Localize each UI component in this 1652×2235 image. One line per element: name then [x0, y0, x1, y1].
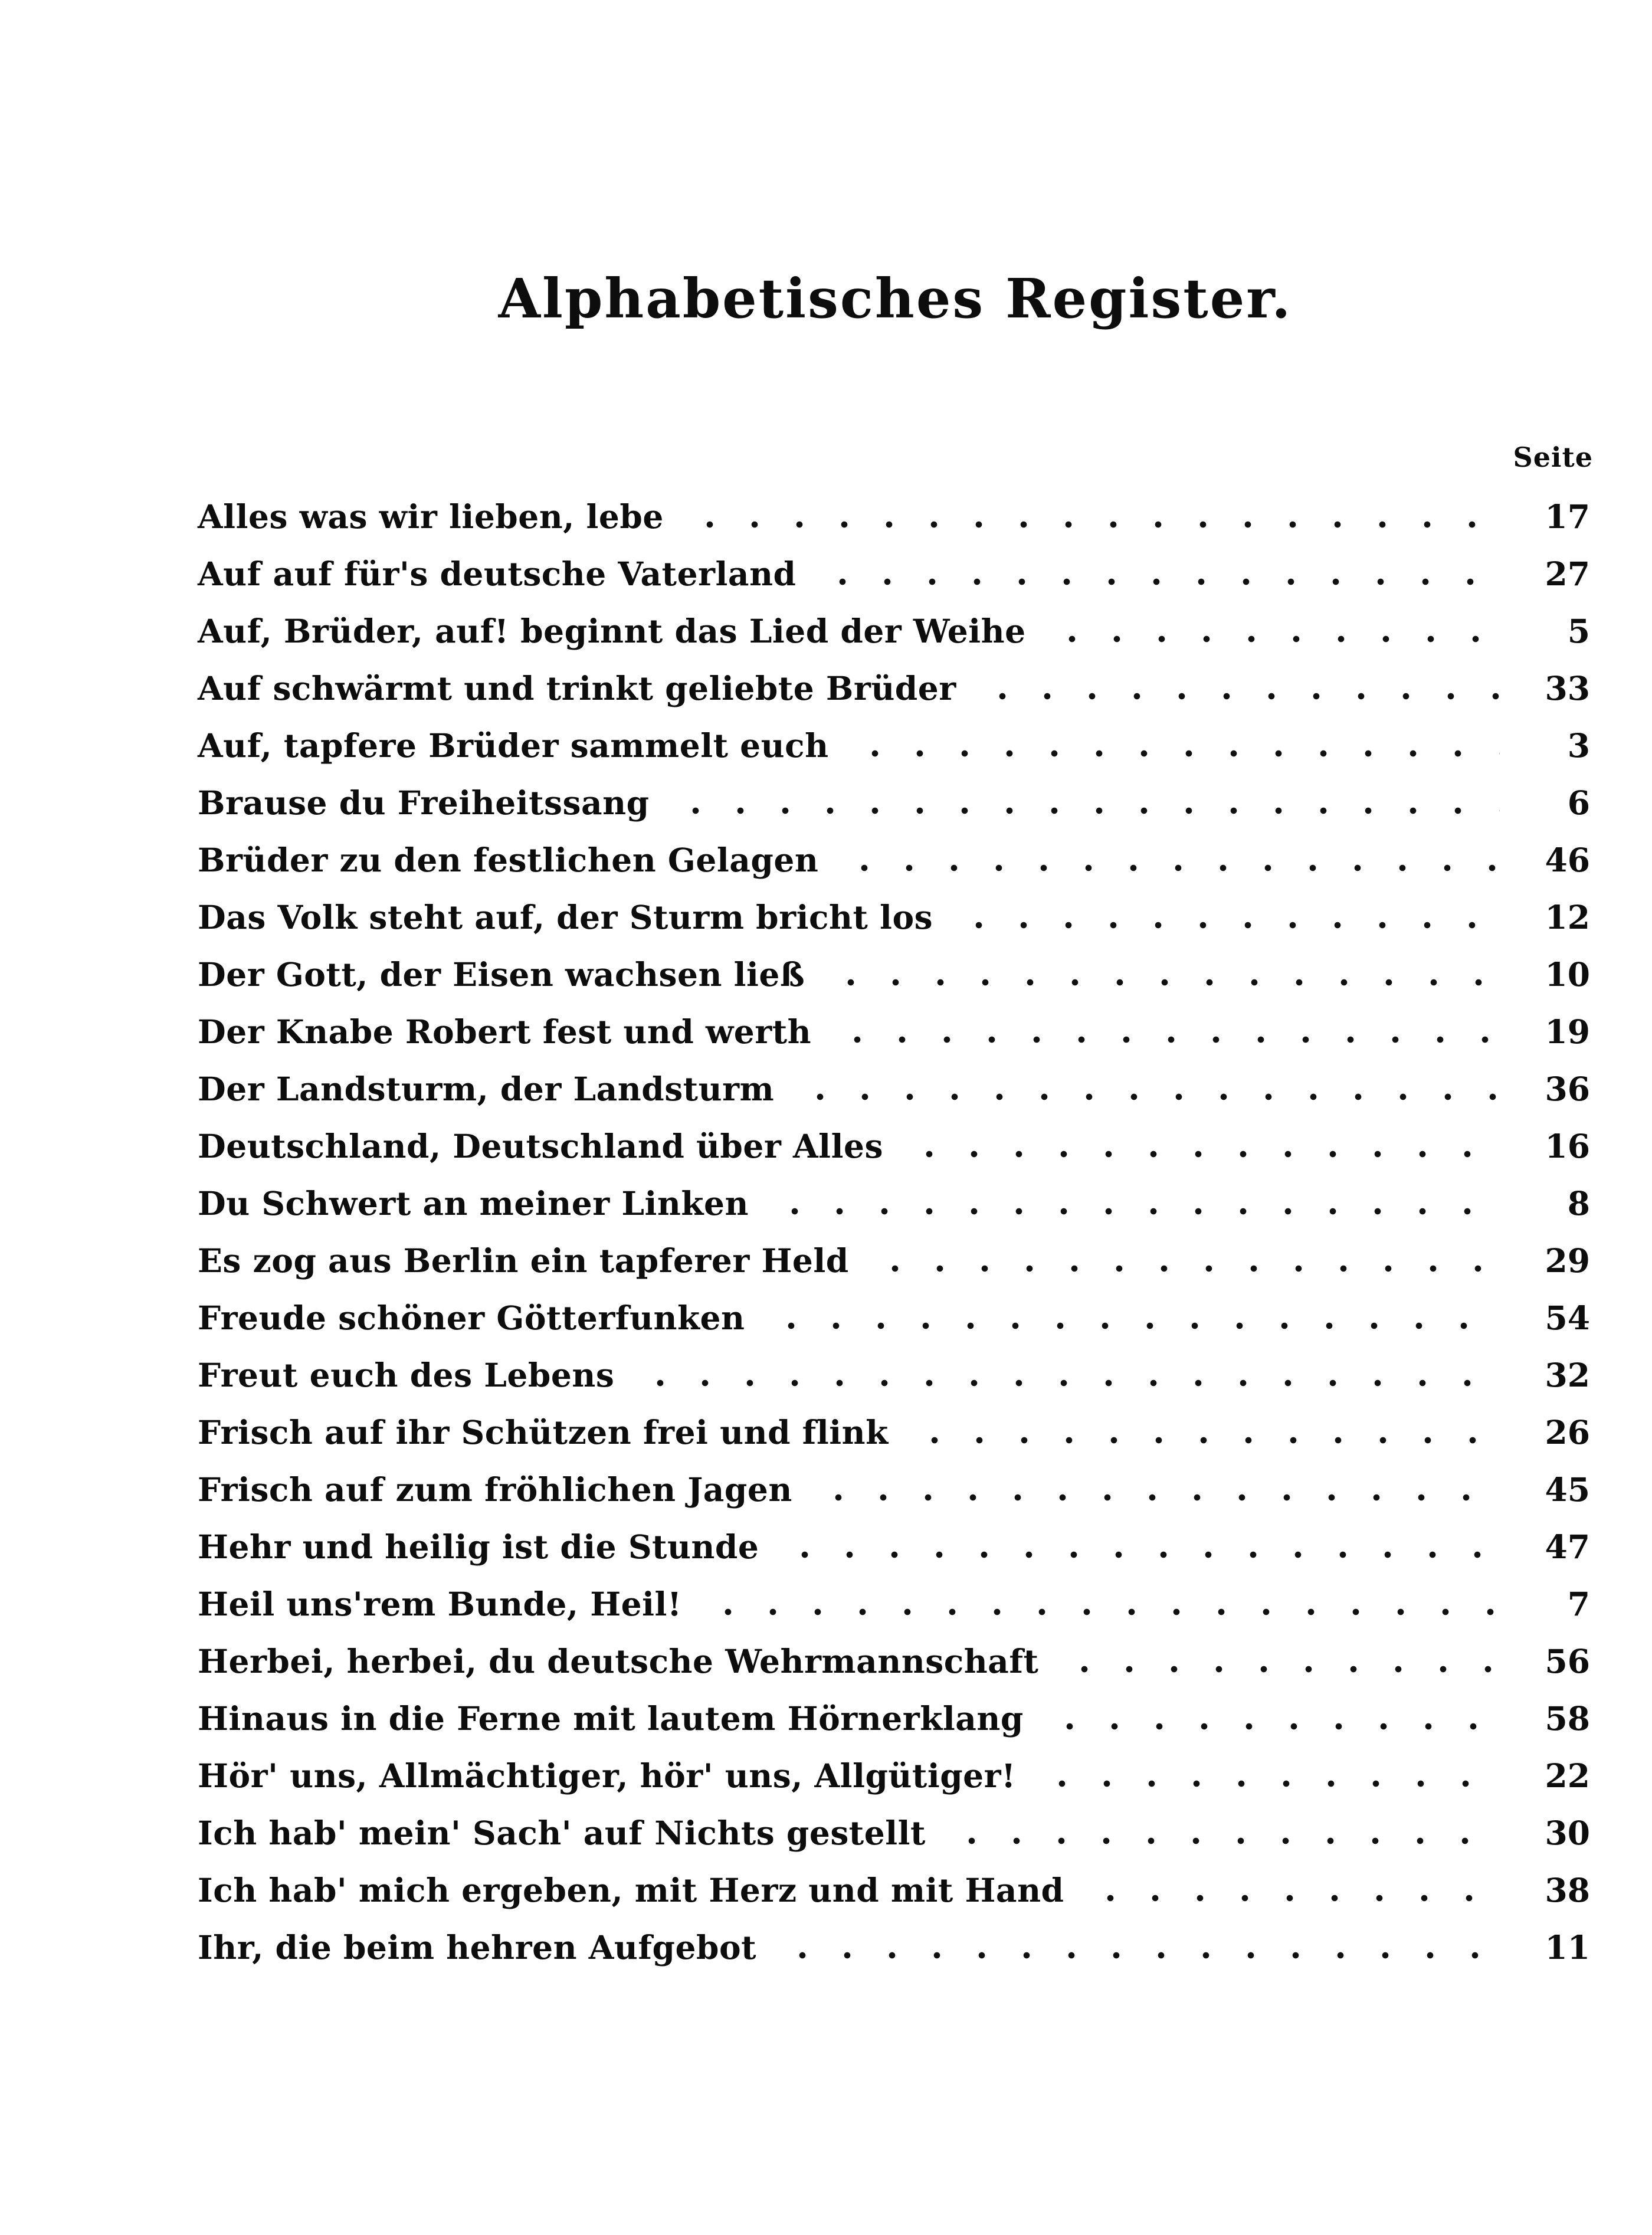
- register-entry: [198, 1633, 1590, 1690]
- register-entry: [198, 1518, 1590, 1575]
- entry-page-number: 7: [1567, 1585, 1590, 1623]
- entry-title: Frisch auf ihr Schützen frei und flink: [198, 1413, 889, 1451]
- register-list: [198, 488, 1590, 1976]
- dot-leader: [1047, 1723, 1500, 1730]
- register-entry: [198, 1289, 1590, 1346]
- page-title: Alphabetisches Register.: [498, 267, 1293, 330]
- entry-page-number: 5: [1567, 612, 1590, 650]
- dot-leader: [820, 578, 1500, 585]
- register-entry: [198, 1232, 1590, 1289]
- entry-page-number: 26: [1545, 1413, 1590, 1451]
- entry-page-number: 46: [1545, 841, 1590, 879]
- dot-leader: [873, 1265, 1500, 1272]
- register-entry: [198, 660, 1590, 717]
- entry-page-number: 6: [1567, 784, 1590, 822]
- register-entry: [198, 1175, 1590, 1232]
- dot-leader: [835, 1036, 1500, 1043]
- dot-leader: [780, 1952, 1500, 1959]
- entry-page-number: 30: [1545, 1814, 1590, 1852]
- dot-leader: [782, 1551, 1500, 1558]
- entry-page-number: 47: [1545, 1528, 1590, 1566]
- column-header-seite: Seite: [1513, 441, 1593, 473]
- entry-title: Ihr, die beim hehren Aufgebot: [198, 1928, 757, 1967]
- entry-title: Der Knabe Robert fest und werth: [198, 1012, 812, 1051]
- register-entry: [198, 831, 1590, 889]
- entry-page-number: 22: [1545, 1756, 1590, 1795]
- entry-title: Ich hab' mich ergeben, mit Herz und mit Hand: [198, 1871, 1064, 1909]
- register-entry: [198, 774, 1590, 831]
- dot-leader: [949, 1837, 1500, 1844]
- entry-page-number: 3: [1567, 726, 1590, 765]
- entry-title: Auf, tapfere Brüder sammelt euch: [198, 726, 829, 765]
- register-entry: [198, 1919, 1590, 1976]
- entry-title: Heil uns'rem Bunde, Heil!: [198, 1585, 682, 1623]
- entry-title: Frisch auf zum fröhlichen Jagen: [198, 1470, 792, 1509]
- entry-page-number: 58: [1545, 1699, 1590, 1738]
- dot-leader: [980, 693, 1500, 700]
- entry-page-number: 16: [1545, 1127, 1590, 1165]
- entry-title: Brüder zu den festlichen Gelagen: [198, 841, 819, 879]
- dot-leader: [816, 1494, 1500, 1501]
- register-entry: [198, 946, 1590, 1003]
- entry-page-number: 36: [1545, 1070, 1590, 1108]
- entry-title: Du Schwert an meiner Linken: [198, 1184, 749, 1223]
- register-entry: [198, 1003, 1590, 1060]
- entry-page-number: 11: [1545, 1928, 1590, 1967]
- entry-title: Das Volk steht auf, der Sturm bricht los: [198, 898, 933, 936]
- dot-leader: [853, 750, 1500, 757]
- register-entry: [198, 1862, 1590, 1919]
- entry-page-number: 17: [1545, 497, 1590, 536]
- entry-page-number: 32: [1545, 1356, 1590, 1394]
- entry-title: Freude schöner Götterfunken: [198, 1299, 745, 1337]
- entry-title: Alles was wir lieben, lebe: [198, 497, 664, 536]
- register-entry: [198, 1461, 1590, 1518]
- entry-page-number: 38: [1545, 1871, 1590, 1909]
- entry-title: Auf, Brüder, auf! beginnt das Lied der Weihe: [198, 612, 1026, 650]
- dot-leader: [842, 864, 1500, 871]
- entry-page-number: 19: [1545, 1012, 1590, 1051]
- register-entry: [198, 545, 1590, 602]
- dot-leader: [1040, 1780, 1500, 1787]
- register-entry: [198, 1060, 1590, 1118]
- entry-title: Deutschland, Deutschland über Alles: [198, 1127, 883, 1165]
- register-entry: [198, 488, 1590, 545]
- dot-leader: [828, 979, 1500, 986]
- entry-title: Hinaus in die Ferne mit lautem Hörnerklang: [198, 1699, 1024, 1738]
- dot-leader: [687, 521, 1500, 528]
- dot-leader: [673, 807, 1500, 814]
- dot-leader: [772, 1208, 1500, 1215]
- register-entry: [198, 1575, 1590, 1633]
- dot-leader: [956, 922, 1500, 929]
- register-entry: [198, 1690, 1590, 1747]
- entry-page-number: 45: [1545, 1470, 1590, 1509]
- entry-title: Auf auf für's deutsche Vaterland: [198, 555, 796, 593]
- dot-leader: [1088, 1895, 1500, 1902]
- dot-leader: [1050, 635, 1500, 643]
- entry-title: Herbei, herbei, du deutsche Wehrmannschaft: [198, 1642, 1039, 1680]
- entry-title: Brause du Freiheitssang: [198, 784, 650, 822]
- dot-leader: [907, 1151, 1500, 1158]
- dot-leader: [706, 1608, 1500, 1615]
- entry-title: Ich hab' mein' Sach' auf Nichts gestellt: [198, 1814, 926, 1852]
- entry-title: Der Landsturm, der Landsturm: [198, 1070, 775, 1108]
- entry-page-number: 56: [1545, 1642, 1590, 1680]
- register-entry: [198, 717, 1590, 774]
- register-entry: [198, 889, 1590, 946]
- register-entry: [198, 1404, 1590, 1461]
- register-entry: [198, 1118, 1590, 1175]
- entry-page-number: 8: [1567, 1184, 1590, 1223]
- entry-page-number: 27: [1545, 555, 1590, 593]
- entry-title: Der Gott, der Eisen wachsen ließ: [198, 955, 805, 994]
- dot-leader: [769, 1322, 1500, 1329]
- entry-title: Freut euch des Lebens: [198, 1356, 615, 1394]
- dot-leader: [912, 1437, 1500, 1444]
- entry-title: Es zog aus Berlin ein tapferer Held: [198, 1241, 849, 1280]
- dot-leader: [1062, 1666, 1500, 1673]
- dot-leader: [638, 1379, 1500, 1387]
- entry-page-number: 29: [1545, 1241, 1590, 1280]
- entry-page-number: 12: [1545, 898, 1590, 936]
- register-entry: [198, 1747, 1590, 1804]
- entry-title: Hehr und heilig ist die Stunde: [198, 1528, 759, 1566]
- entry-page-number: 10: [1545, 955, 1590, 994]
- register-entry: [198, 1804, 1590, 1862]
- entry-title: Hör' uns, Allmächtiger, hör' uns, Allgütiger!: [198, 1756, 1016, 1795]
- register-entry: [198, 1346, 1590, 1404]
- entry-title: Auf schwärmt und trinkt geliebte Brüder: [198, 669, 956, 707]
- dot-leader: [798, 1093, 1500, 1100]
- register-entry: [198, 602, 1590, 660]
- entry-page-number: 54: [1545, 1299, 1590, 1337]
- entry-page-number: 33: [1545, 669, 1590, 707]
